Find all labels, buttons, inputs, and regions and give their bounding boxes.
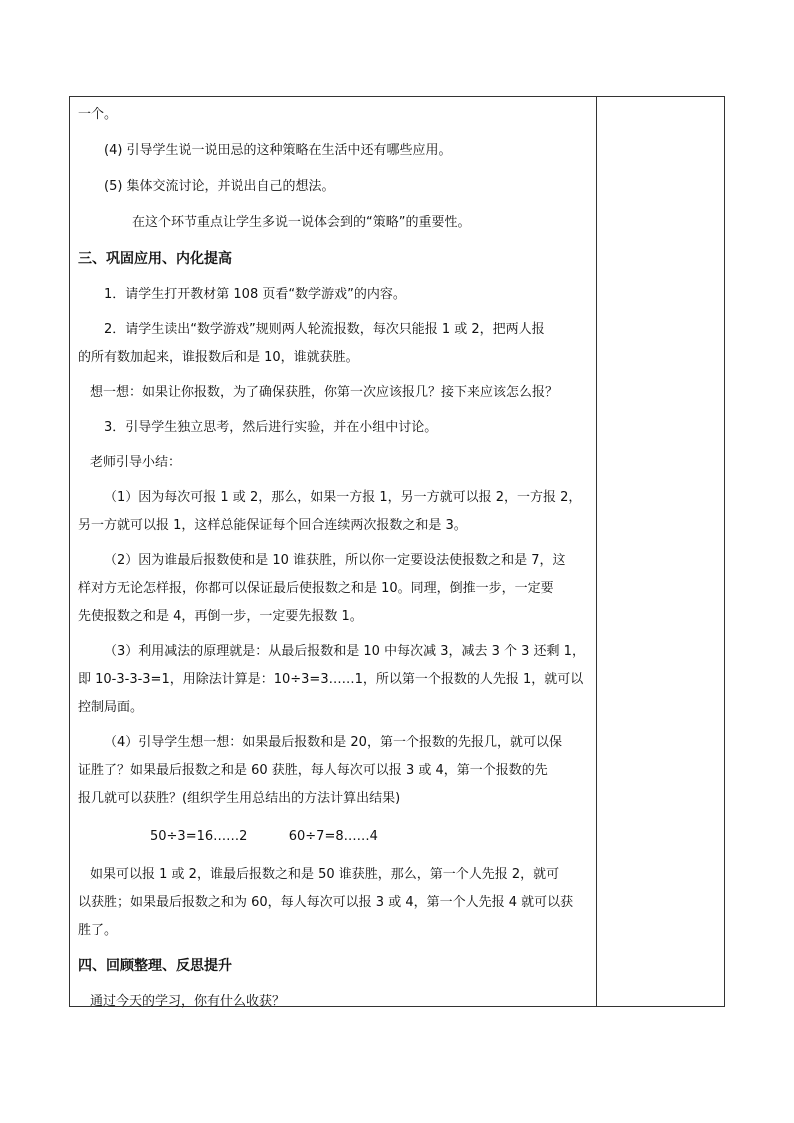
summary-line: 先使报数之和是 4，再倒一步，一定要先报数 1。 [78, 609, 363, 624]
step-2-line: 2．请学生读出“数学游戏”规则两人轮流报数，每次只能报 1 或 2，把两人报 [104, 322, 545, 337]
summary-line: （1）因为每次可报 1 或 2，那么，如果一方报 1，另一方就可以报 2，一方报 2， [104, 490, 582, 505]
conclusion [78, 861, 590, 945]
summary-line: （4）引导学生想一想：如果最后报数和是 20，第一个报数的先报几，就可以保 [104, 735, 562, 750]
summary-line: 证胜了？如果最后报数之和是 60 获胜，每人每次可以报 3 或 4，第一个报数的先 [78, 763, 548, 778]
text-line: 一个。 [78, 107, 118, 122]
summary-point-2 [78, 547, 590, 631]
section-4-heading: 四、回顾整理、反思提升 [78, 958, 232, 974]
summary-point-1 [78, 484, 590, 540]
lesson-table [69, 96, 725, 1007]
summary-line: 控制局面。 [78, 700, 144, 715]
summary-line: （3）利用减法的原理就是：从最后报数和是 10 中每次减 3，减去 3 个 3 还剩 1， [104, 644, 585, 659]
reflection-question: 通过今天的学习，你有什么收获？ [90, 994, 286, 1009]
calculations [78, 823, 590, 851]
summary-line: （2）因为谁最后报数使和是 10 谁获胜，所以你一定要设法使报数之和是 7，这 [104, 553, 566, 568]
summary-point-3 [78, 638, 590, 722]
column-divider [596, 97, 597, 1006]
step-3: 3．引导学生独立思考，然后进行实验，并在小组中讨论。 [104, 420, 438, 435]
summary-line: 另一方就可以报 1，这样总能保证每个回合连续两次报数之和是 3。 [78, 518, 467, 533]
emphasis-note: 在这个环节重点让学生多说一说体会到的“策略”的重要性。 [132, 215, 471, 230]
item-4: (4) 引导学生说一说田忌的这种策略在生活中还有哪些应用。 [104, 143, 452, 158]
section-3-heading: 三、巩固应用、内化提高 [78, 251, 232, 267]
step-1: 1．请学生打开教材第 108 页看“数学游戏”的内容。 [104, 287, 406, 302]
summary-line: 样对方无论怎样报，你都可以保证最后使报数之和是 10。同理，倒推一步，一定要 [78, 581, 554, 596]
think-question: 想一想：如果让你报数，为了确保获胜，你第一次应该报几？接下来应该怎么报？ [90, 385, 559, 400]
lesson-content [78, 101, 590, 1016]
calculation-1: 50÷3=16……2 [150, 829, 248, 844]
summary-line: 即 10-3-3-3=1，用除法计算是：10÷3=3……1，所以第一个报数的人先报 1，就可以 [78, 672, 584, 687]
calculation-2: 60÷7=8……4 [288, 829, 378, 844]
step-2-line: 的所有数加起来，谁报数后和是 10，谁就获胜。 [78, 350, 359, 365]
summary-line: 报几就可以获胜？(组织学生用总结出的方法计算出结果) [78, 791, 401, 806]
summary-point-4 [78, 729, 590, 813]
summary-label: 老师引导小结： [90, 455, 182, 470]
step-2 [78, 316, 590, 372]
item-5: (5) 集体交流讨论，并说出自己的想法。 [104, 179, 335, 194]
conclusion-line: 如果可以报 1 或 2，谁最后报数之和是 50 谁获胜，那么，第一个人先报 2，就可 [90, 867, 560, 882]
conclusion-line: 胜了。 [78, 923, 118, 938]
conclusion-line: 以获胜；如果最后报数之和为 60，每人每次可以报 3 或 4，第一个人先报 4 就可以获 [78, 895, 574, 910]
